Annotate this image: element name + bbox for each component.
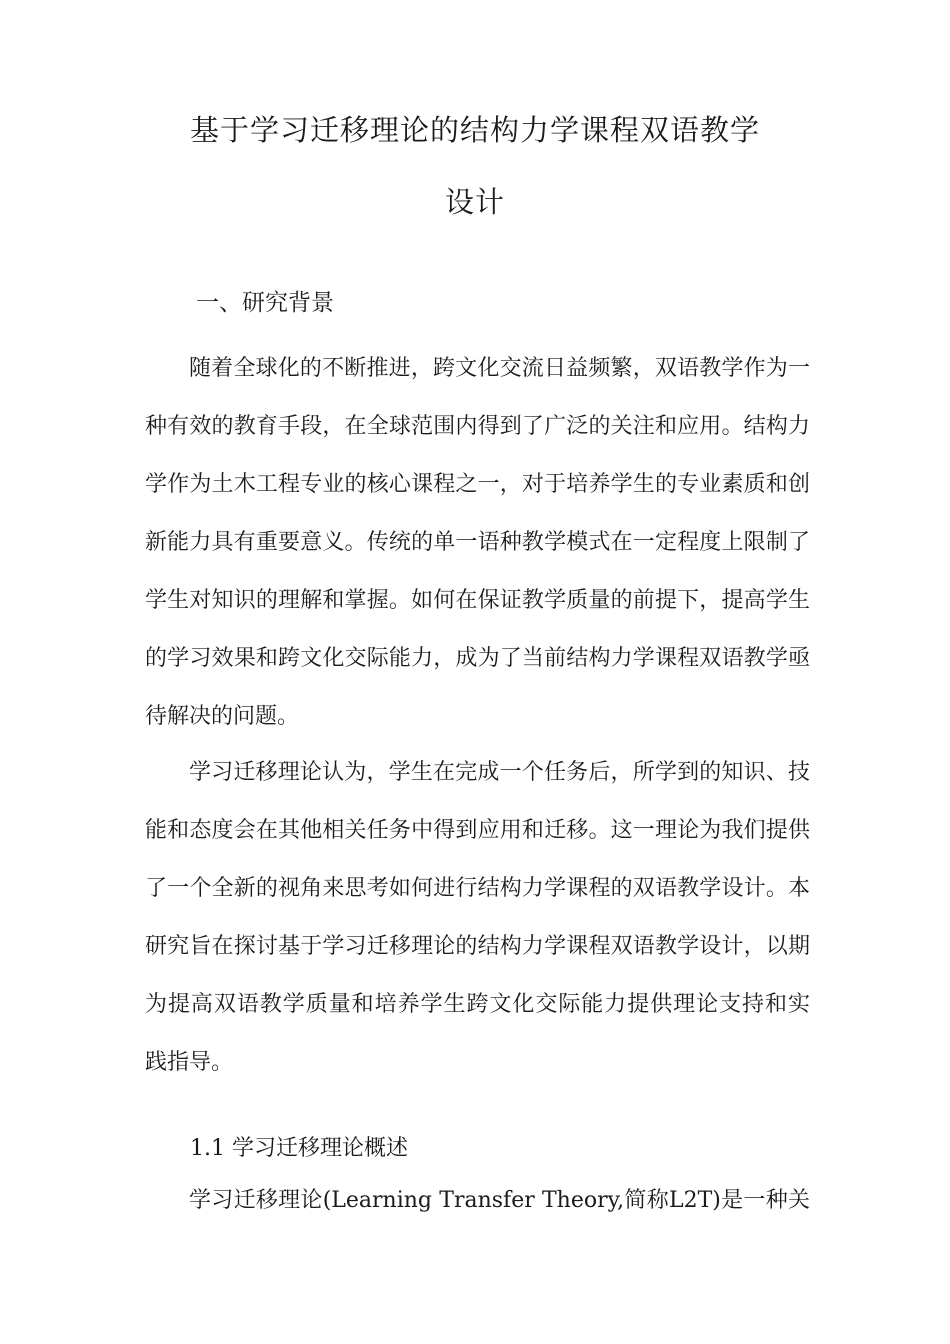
paragraph-1-line: 种有效的教育手段，在全球范围内得到了广泛的关注和应用。结构力	[145, 414, 810, 439]
paragraph-1-line: 的学习效果和跨文化交际能力，成为了当前结构力学课程双语教学亟	[145, 646, 810, 671]
paragraph-2-line: 能和态度会在其他相关任务中得到应用和迁移。这一理论为我们提供	[145, 818, 810, 843]
subsection-heading: 1.1 学习迁移理论概述	[190, 1136, 408, 1161]
paragraph-2-line: 为提高双语教学质量和培养学生跨文化交际能力提供理论支持和实	[145, 992, 810, 1017]
paragraph-1-line: 学作为土木工程专业的核心课程之一，对于培养学生的专业素质和创	[145, 472, 810, 497]
paragraph-3	[145, 1172, 810, 1230]
paragraph-2-line: 研究旨在探讨基于学习迁移理论的结构力学课程双语教学设计，以期	[145, 934, 810, 959]
document-title-line-2: 设计	[444, 185, 505, 219]
paragraph-2-line: 了一个全新的视角来思考如何进行结构力学课程的双语教学设计。本	[145, 876, 810, 901]
paragraph-1	[145, 340, 810, 746]
paragraph-2-line: 践指导。	[145, 1050, 234, 1075]
paragraph-1-line: 新能力具有重要意义。传统的单一语种教学模式在一定程度上限制了	[145, 530, 810, 555]
paragraph-2	[145, 744, 810, 1092]
paragraph-3-line: 学习迁移理论(Learning Transfer Theory,简称L2T)是一种关	[189, 1188, 810, 1213]
paragraph-1-line: 学生对知识的理解和掌握。如何在保证教学质量的前提下，提高学生	[145, 588, 810, 613]
paragraph-2-line: 学习迁移理论认为，学生在完成一个任务后，所学到的知识、技	[189, 760, 810, 785]
document-title-line-1: 基于学习迁移理论的结构力学课程双语教学	[189, 113, 760, 147]
paragraph-1-line: 待解决的问题。	[145, 704, 300, 729]
section-heading: 一、研究背景	[196, 290, 334, 316]
paragraph-1-line: 随着全球化的不断推进，跨文化交流日益频繁，双语教学作为一	[189, 356, 810, 381]
